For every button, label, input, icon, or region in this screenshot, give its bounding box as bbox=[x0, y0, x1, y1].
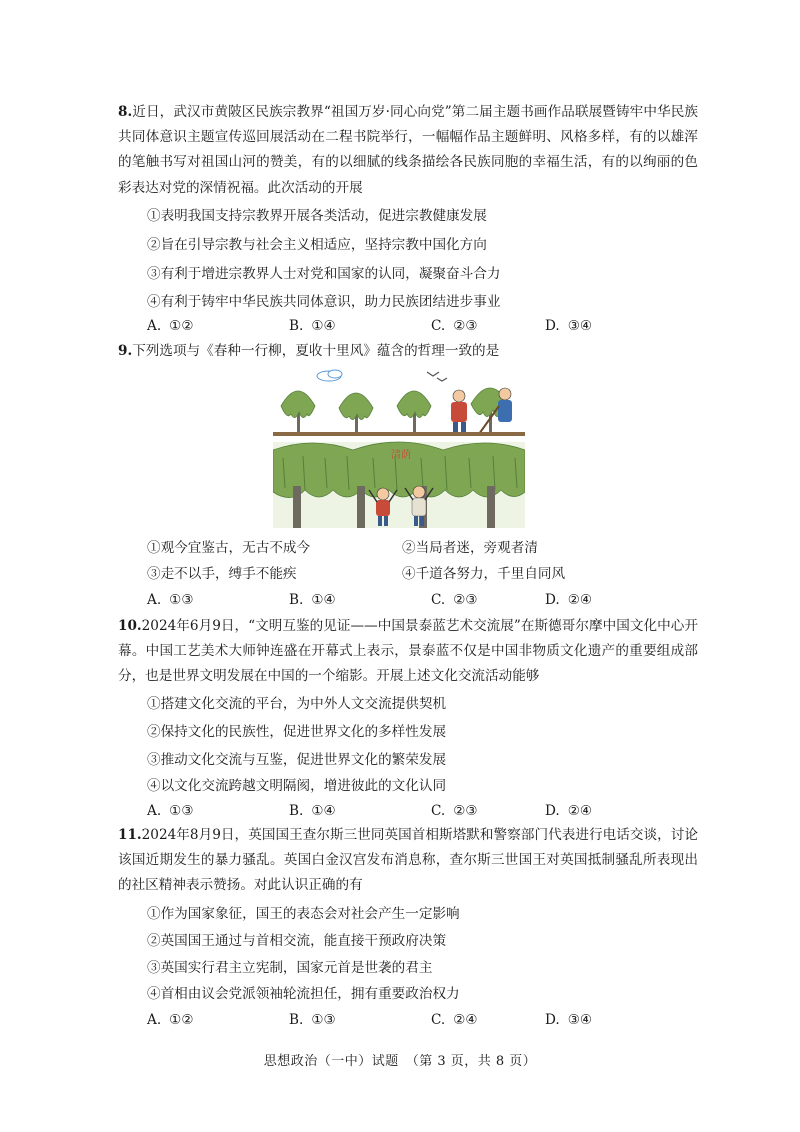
sapling-2 bbox=[339, 393, 373, 436]
page-footer: 思想政治（一中）试题 （第 3 页，共 8 页） bbox=[263, 1054, 537, 1069]
soil-strip bbox=[273, 432, 525, 436]
question-8-option-4: ④有利于铸牢中华民族共同体意识，助力民族团结进步事业 bbox=[147, 294, 501, 310]
question-11-option-3: ③英国实行君主立宪制，国家元首是世袭的君主 bbox=[147, 960, 433, 976]
sapling-3 bbox=[397, 391, 431, 436]
question-10-option-4: ④以文化交流跨越文明隔阂，增进彼此的文化认同 bbox=[147, 778, 447, 794]
question-9-option-3: ③走不以手，缚手不能疾 bbox=[147, 566, 297, 582]
question-10-stem bbox=[118, 614, 698, 690]
willow-cartoon-illustration bbox=[273, 366, 525, 528]
question-11-stem bbox=[118, 823, 698, 899]
bird-icon bbox=[427, 372, 447, 381]
question-9-text: 下列选项与《春种一行柳，夏收十里风》蕴含的哲理一致的是 bbox=[132, 343, 500, 359]
cloud-icon bbox=[317, 370, 342, 381]
question-11-choice-d: D. ③④ bbox=[545, 1012, 593, 1028]
question-8-option-2: ②旨在引导宗教与社会主义相适应，坚持宗教中国化方向 bbox=[147, 237, 487, 253]
question-9-choice-c: C. ②③ bbox=[431, 592, 478, 608]
question-11-option-1: ①作为国家象征，国王的表态会对社会产生一定影响 bbox=[147, 906, 460, 922]
question-11-option-2: ②英国国王通过与首相交流，能直接干预政府决策 bbox=[147, 933, 447, 949]
question-9-stem bbox=[118, 339, 698, 364]
question-11-option-4: ④首相由议会党派领袖轮流担任，拥有重要政治权力 bbox=[147, 986, 460, 1002]
question-10-number: 10. bbox=[118, 618, 142, 634]
question-9-option-1: ①观今宜鉴古，无古不成今 bbox=[147, 540, 311, 556]
sapling-1 bbox=[281, 391, 315, 436]
question-8-option-1: ①表明我国支持宗教界开展各类活动，促进宗教健康发展 bbox=[147, 208, 487, 224]
question-9-choice-a: A. ①③ bbox=[147, 592, 194, 608]
question-8-option-3: ③有利于增进宗教界人士对党和国家的认同，凝聚奋斗合力 bbox=[147, 266, 501, 282]
question-9-choice-d: D. ②④ bbox=[545, 592, 593, 608]
question-10-option-2: ②保持文化的民族性，促进世界文化的多样性发展 bbox=[147, 724, 447, 740]
question-11-text: 2024年8月9日，英国国王查尔斯三世同英国首相斯塔默和警察部门代表进行电话交谈，讨论该国近期发生的暴力骚乱。英国白金汉宫发布消息称，查尔斯三世国王对英国抵制骚乱所表现出的社区精神表示赞扬。对此认识正确的有 bbox=[118, 827, 698, 894]
question-8-number: 8. bbox=[118, 104, 133, 120]
question-10-choice-c: C. ②③ bbox=[431, 803, 478, 819]
question-9-option-2: ②当局者迷，旁观者清 bbox=[402, 540, 538, 556]
question-9-choice-b: B. ①④ bbox=[289, 592, 336, 608]
question-8-stem bbox=[118, 100, 698, 201]
question-8-choice-d: D. ③④ bbox=[545, 318, 593, 334]
question-8-choice-b: B. ①④ bbox=[289, 318, 336, 334]
question-10-choice-d: D. ②④ bbox=[545, 803, 593, 819]
question-9-number: 9. bbox=[118, 343, 133, 359]
question-9-option-4: ④千道各努力，千里自同风 bbox=[402, 566, 566, 582]
young-willow-trees bbox=[281, 388, 509, 436]
question-11-number: 11. bbox=[118, 827, 142, 843]
question-8-choice-a: A. ①② bbox=[147, 318, 194, 334]
question-10-choice-b: B. ①④ bbox=[289, 803, 336, 819]
question-10-text: 2024年6月9日，“文明互鉴的见证——中国景泰蓝艺术交流展”在斯德哥尔摩中国文化中心开幕。中国工艺美术大师钟连盛在开幕式上表示，景泰蓝不仅是中国非物质文化遗产的重要组成部分，也是世界文明发展在中国的一个缩影。开展上述文化交流活动能够 bbox=[118, 618, 698, 685]
question-8-text: 近日，武汉市黄陂区民族宗教界“祖国万岁·同心向党”第二届主题书画作品联展暨铸牢中华民族共同体意识主题宣传巡回展活动在二程书院举行，一幅幅作品主题鲜明、风格多样，有的以雄浑的笔触书写对祖国山河的赞美，有的以细腻的线条描绘各民族同胞的幸福生活，有的以绚丽的色彩表达对党的深情祝福。此次活动的开展 bbox=[118, 104, 698, 196]
question-8-choice-c: C. ②③ bbox=[431, 318, 478, 334]
question-11-choice-b: B. ①③ bbox=[289, 1012, 336, 1028]
figure-label: 清荫 bbox=[391, 450, 411, 461]
question-11-choice-c: C. ②④ bbox=[431, 1012, 478, 1028]
question-11-choice-a: A. ①② bbox=[147, 1012, 194, 1028]
question-10-choice-a: A. ①③ bbox=[147, 803, 194, 819]
question-10-option-1: ①搭建文化交流的平台，为中外人文交流提供契机 bbox=[147, 696, 447, 712]
question-10-option-3: ③推动文化交流与互鉴，促进世界文化的繁荣发展 bbox=[147, 752, 447, 768]
